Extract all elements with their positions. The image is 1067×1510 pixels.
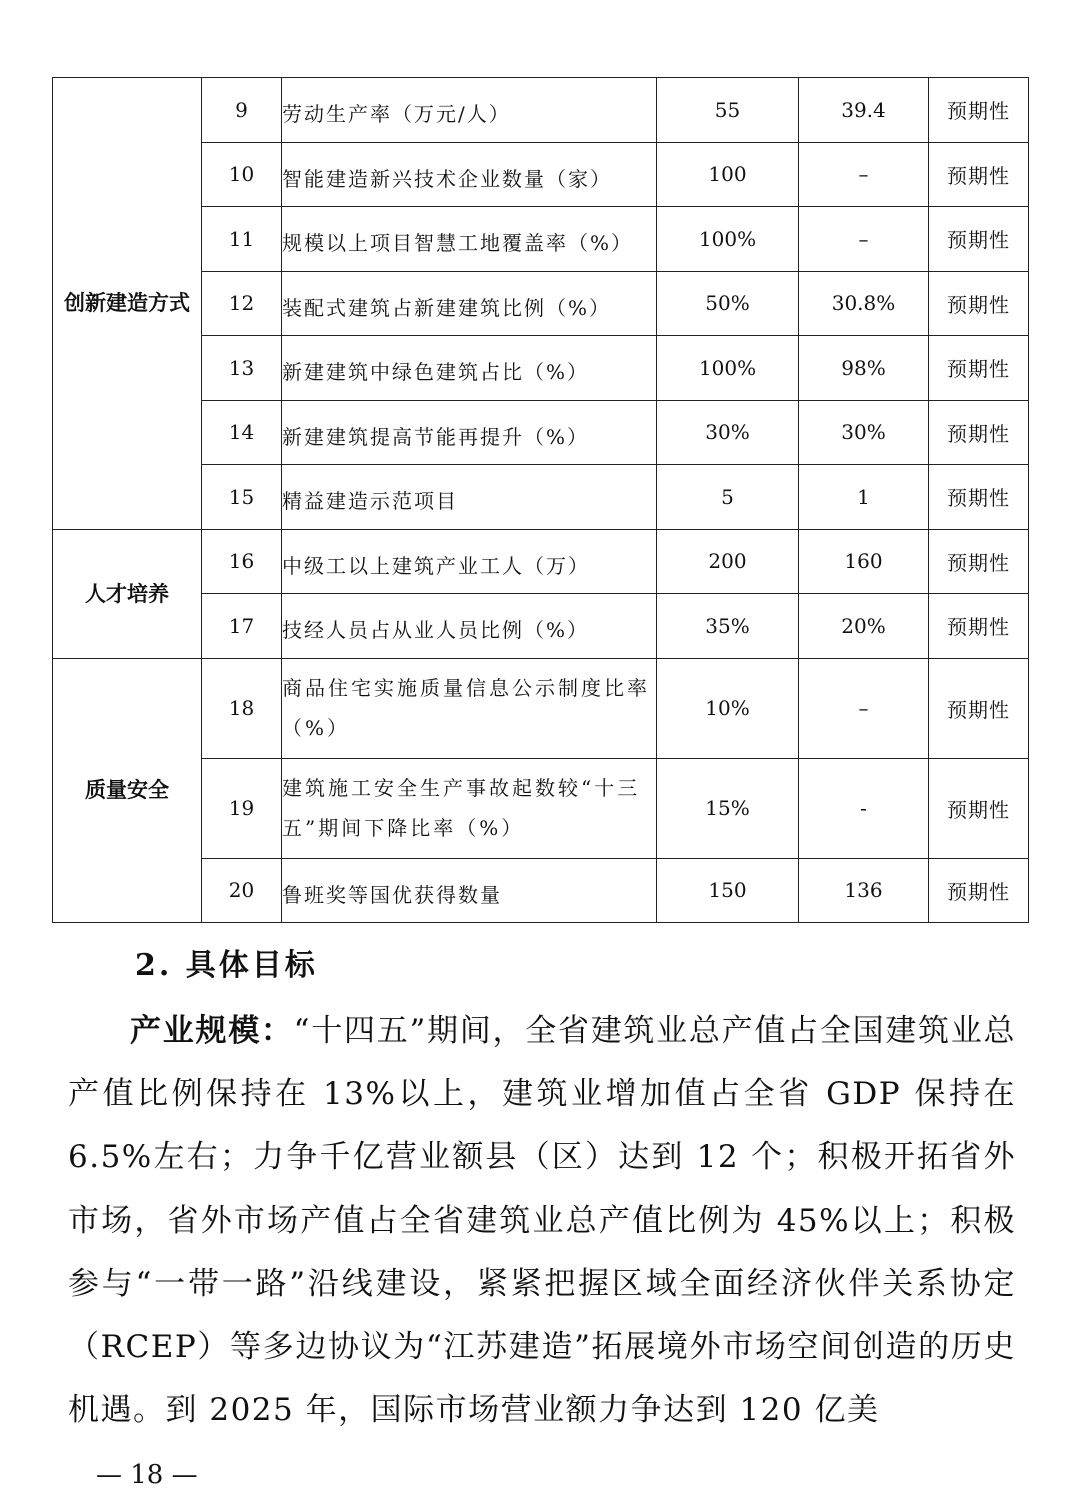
body-paragraph	[68, 1000, 1016, 1442]
indicator-name: 规模以上项目智慧工地覆盖率（%）	[282, 207, 657, 272]
base-value: 136	[799, 858, 929, 923]
target-value: 10%	[657, 658, 799, 758]
row-number: 12	[202, 271, 282, 336]
base-value: 98%	[799, 336, 929, 401]
indicator-table	[52, 77, 1029, 923]
paragraph-lead: 产业规模：	[130, 1013, 294, 1049]
indicator-nature: 预期性	[929, 78, 1029, 143]
indicator-name: 中级工以上建筑产业工人（万）	[282, 529, 657, 594]
row-number: 15	[202, 465, 282, 530]
base-value: 1	[799, 465, 929, 530]
category-cell: 质量安全	[53, 658, 202, 923]
table-row	[53, 78, 1029, 143]
indicator-nature: 预期性	[929, 207, 1029, 272]
row-number: 18	[202, 658, 282, 758]
row-number: 16	[202, 529, 282, 594]
target-value: 5	[657, 465, 799, 530]
target-value: 55	[657, 78, 799, 143]
row-number: 9	[202, 78, 282, 143]
target-value: 15%	[657, 758, 799, 858]
indicator-name: 新建建筑中绿色建筑占比（%）	[282, 336, 657, 401]
base-value: 30%	[799, 400, 929, 465]
category-cell: 人才培养	[53, 529, 202, 658]
target-value: 35%	[657, 594, 799, 659]
indicator-name: 鲁班奖等国优获得数量	[282, 858, 657, 923]
indicator-nature: 预期性	[929, 336, 1029, 401]
row-number: 17	[202, 594, 282, 659]
category-cell: 创新建造方式	[53, 78, 202, 530]
row-number: 11	[202, 207, 282, 272]
indicator-nature: 预期性	[929, 594, 1029, 659]
section-heading: 2. 具体目标	[135, 948, 318, 983]
indicator-name: 新建建筑提高节能再提升（%）	[282, 400, 657, 465]
indicator-nature: 预期性	[929, 271, 1029, 336]
base-value: –	[799, 658, 929, 758]
table-row	[53, 529, 1029, 594]
indicator-name: 劳动生产率（万元/人）	[282, 78, 657, 143]
indicator-nature: 预期性	[929, 400, 1029, 465]
indicator-name: 智能建造新兴技术企业数量（家）	[282, 142, 657, 207]
base-value: 160	[799, 529, 929, 594]
indicator-nature: 预期性	[929, 465, 1029, 530]
target-value: 100%	[657, 336, 799, 401]
target-value: 200	[657, 529, 799, 594]
indicator-nature: 预期性	[929, 758, 1029, 858]
row-number: 10	[202, 142, 282, 207]
target-value: 100%	[657, 207, 799, 272]
target-value: 100	[657, 142, 799, 207]
row-number: 19	[202, 758, 282, 858]
base-value: 30.8%	[799, 271, 929, 336]
base-value: -	[799, 758, 929, 858]
indicator-name: 商品住宅实施质量信息公示制度比率（%）	[282, 658, 657, 758]
indicator-name: 精益建造示范项目	[282, 465, 657, 530]
indicator-name: 装配式建筑占新建建筑比例（%）	[282, 271, 657, 336]
target-value: 150	[657, 858, 799, 923]
target-value: 30%	[657, 400, 799, 465]
base-value: –	[799, 142, 929, 207]
indicator-nature: 预期性	[929, 142, 1029, 207]
page-number: — 18 —	[96, 1460, 198, 1490]
row-number: 14	[202, 400, 282, 465]
row-number: 13	[202, 336, 282, 401]
base-value: 20%	[799, 594, 929, 659]
base-value: 39.4	[799, 78, 929, 143]
paragraph-text: “十四五”期间，全省建筑业总产值占全国建筑业总产值比例保持在 13%以上，建筑业增加值占全省 GDP 保持在 6.5%左右；力争千亿营业额县（区）达到 12 个；积极开拓省外市场，省外市场产值占全省建筑业总产值比例为 45%以上；积极参与“一带一路”沿线建设，紧紧把握区域全面经济伙伴关系协定（RCEP）等多边协议为“江苏建造”拓展境外市场空间创造的历史机遇。到 2025 年，国际市场营业额力争达到 120 亿美	[68, 1013, 1016, 1429]
base-value: –	[799, 207, 929, 272]
target-value: 50%	[657, 271, 799, 336]
indicator-nature: 预期性	[929, 529, 1029, 594]
indicator-nature: 预期性	[929, 858, 1029, 923]
indicator-name: 技经人员占从业人员比例（%）	[282, 594, 657, 659]
table-row	[53, 658, 1029, 758]
indicator-name: 建筑施工安全生产事故起数较“十三五”期间下降比率（%）	[282, 758, 657, 858]
row-number: 20	[202, 858, 282, 923]
indicator-nature: 预期性	[929, 658, 1029, 758]
